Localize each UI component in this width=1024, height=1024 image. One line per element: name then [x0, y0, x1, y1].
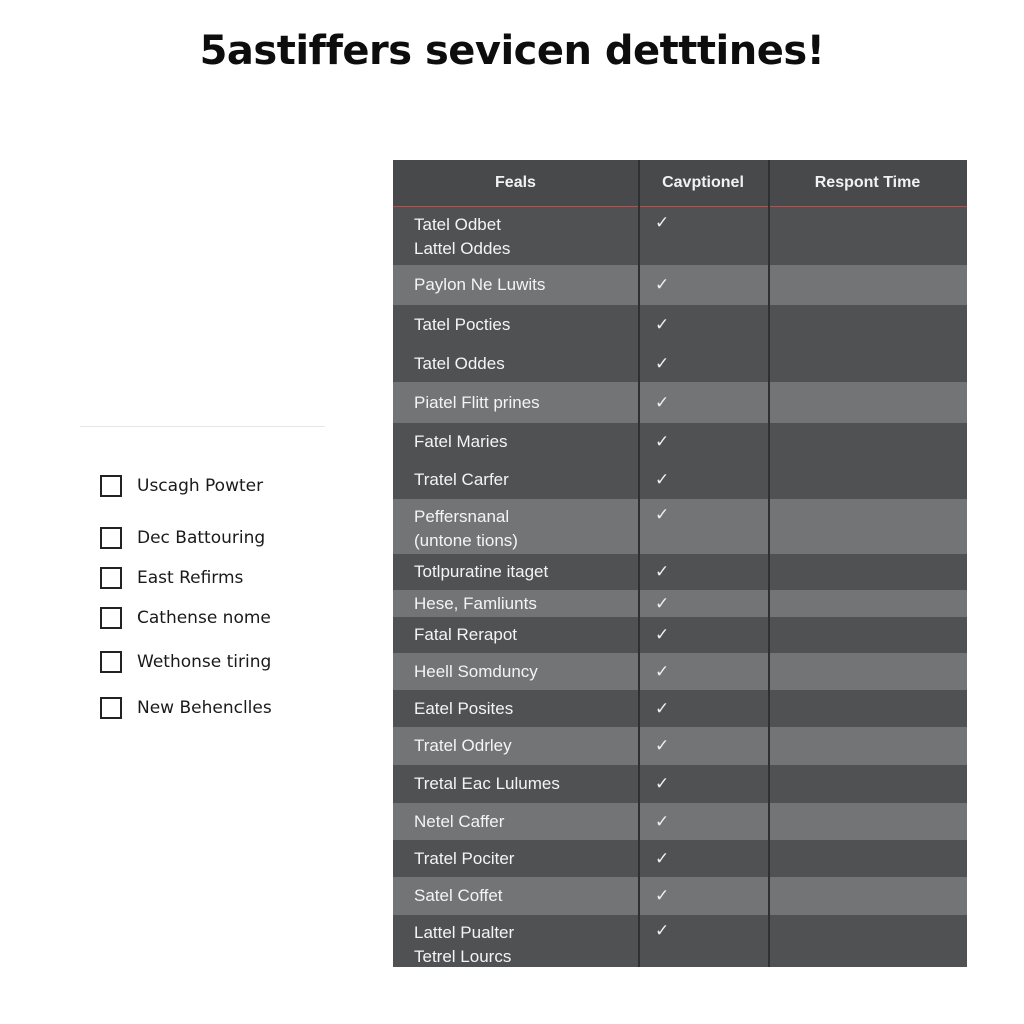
feature-text: Hese, Famliunts: [414, 593, 537, 613]
checklist-item[interactable]: [100, 525, 360, 551]
checkbox-label: Dec Battouring: [137, 528, 266, 548]
table-header: [393, 160, 967, 208]
table-row[interactable]: [393, 207, 967, 265]
feature-cell: [414, 461, 509, 499]
feature-text: Tatel Odbet: [414, 215, 501, 234]
checkbox-label: New Behenclles: [137, 698, 272, 718]
checkmark-icon: ✓: [655, 774, 670, 794]
checkbox-label: Cathense nome: [137, 608, 271, 628]
feature-text: Piatel Flitt prines: [414, 392, 540, 412]
checkbox[interactable]: [100, 475, 122, 497]
feature-text: Tatel Pocties: [414, 315, 511, 334]
checklist-item[interactable]: [100, 565, 360, 591]
feature-text: Lattel Oddes: [414, 239, 511, 258]
feature-cell: [414, 765, 560, 803]
checkmark-icon: ✓: [655, 213, 670, 233]
feature-text: Tratel Pociter: [414, 848, 515, 868]
column-header-caption[interactable]: Cavptionel: [662, 174, 744, 191]
feature-cell: [414, 554, 548, 590]
feature-cell: [414, 877, 503, 915]
feature-cell: [414, 727, 512, 765]
feature-text: Netel Caffer: [414, 811, 505, 831]
checkmark-icon: ✓: [655, 392, 670, 413]
feature-cell: [414, 690, 513, 727]
column-header-response-time[interactable]: Respont Time: [814, 174, 921, 191]
divider: [80, 426, 325, 427]
feature-cell: [414, 499, 518, 554]
feature-text: Fatel Maries: [414, 432, 508, 451]
page-title: 5astiffers sevicen detttines!: [199, 28, 825, 74]
checkmark-icon: ✓: [655, 661, 670, 682]
table-row[interactable]: [393, 803, 967, 840]
feature-cell: [414, 590, 537, 617]
feature-text: Tratel Odrley: [414, 736, 512, 755]
checklist-item[interactable]: [100, 473, 360, 499]
table-row[interactable]: [393, 727, 967, 765]
table-row[interactable]: [393, 877, 967, 915]
checkmark-icon: ✓: [655, 353, 670, 374]
checklist-item[interactable]: [100, 605, 360, 631]
table-row[interactable]: [393, 554, 967, 590]
column-divider: [638, 160, 640, 967]
feature-text: Tretal Eac Lulumes: [414, 774, 560, 793]
checkmark-icon: ✓: [655, 593, 670, 614]
feature-text: Tratel Carfer: [414, 470, 509, 489]
table-row[interactable]: [393, 690, 967, 727]
checkmark-icon: ✓: [655, 848, 670, 869]
feature-cell: [414, 803, 504, 840]
table-row[interactable]: [393, 382, 967, 423]
checkmark-icon: ✓: [655, 432, 670, 452]
checkbox-label: Wethonse tiring: [137, 652, 272, 672]
feature-cell: [414, 653, 538, 690]
feature-cell: [414, 382, 540, 423]
table-row[interactable]: [393, 345, 967, 382]
checklist-item[interactable]: [100, 695, 360, 721]
feature-cell: [414, 915, 514, 967]
feature-cell: [414, 265, 545, 305]
checkmark-icon: ✓: [655, 886, 670, 906]
checkbox[interactable]: [100, 607, 122, 629]
checkmark-icon: ✓: [655, 736, 670, 756]
feature-cell: [414, 345, 505, 382]
checkmark-icon: ✓: [655, 275, 670, 295]
table-row[interactable]: [393, 461, 967, 499]
checkmark-icon: ✓: [655, 505, 670, 525]
column-divider: [768, 160, 770, 967]
column-header-features[interactable]: Feals: [495, 174, 536, 191]
feature-cell: [414, 207, 510, 265]
checkmark-icon: ✓: [655, 921, 670, 941]
feature-text: Fatal Rerapot: [414, 625, 517, 644]
features-table: [393, 160, 967, 967]
feature-text: Eatel Posites: [414, 698, 514, 718]
checkmark-icon: ✓: [655, 698, 670, 719]
table-row[interactable]: [393, 653, 967, 690]
feature-text: Lattel Pualter: [414, 923, 515, 942]
checkbox[interactable]: [100, 527, 122, 549]
table-row[interactable]: [393, 499, 967, 554]
checkbox[interactable]: [100, 651, 122, 673]
checkmark-icon: ✓: [655, 315, 670, 335]
table-row[interactable]: [393, 840, 967, 877]
feature-text: Totlpuratine itaget: [414, 562, 549, 581]
feature-text: Paylon Ne Luwits: [414, 275, 546, 294]
table-row[interactable]: [393, 423, 967, 461]
checkmark-icon: ✓: [655, 562, 670, 582]
feature-text: Tatel Oddes: [414, 353, 505, 373]
table-row[interactable]: [393, 915, 967, 967]
checkmark-icon: ✓: [655, 811, 670, 832]
feature-text: Tetrel Lourcs: [414, 947, 512, 966]
table-row[interactable]: [393, 265, 967, 305]
table-row[interactable]: [393, 590, 967, 617]
checkmark-icon: ✓: [655, 470, 670, 490]
feature-text: Satel Coffet: [414, 886, 503, 905]
checklist-item[interactable]: [100, 649, 360, 675]
checkbox-label: Uscagh Powter: [137, 476, 264, 496]
feature-text: Heell Somduncy: [414, 661, 538, 681]
checkbox[interactable]: [100, 567, 122, 589]
table-row[interactable]: [393, 765, 967, 803]
feature-cell: [414, 840, 514, 877]
feature-cell: [414, 305, 510, 345]
table-row[interactable]: [393, 617, 967, 653]
checkbox[interactable]: [100, 697, 122, 719]
checkmark-icon: ✓: [655, 625, 670, 645]
feature-cell: [414, 617, 517, 653]
feature-text: (untone tions): [414, 531, 518, 550]
feature-cell: [414, 423, 508, 461]
feature-text: Peffersnanal: [414, 507, 510, 526]
table-row[interactable]: [393, 305, 967, 345]
checkbox-label: East Refirms: [137, 568, 244, 588]
